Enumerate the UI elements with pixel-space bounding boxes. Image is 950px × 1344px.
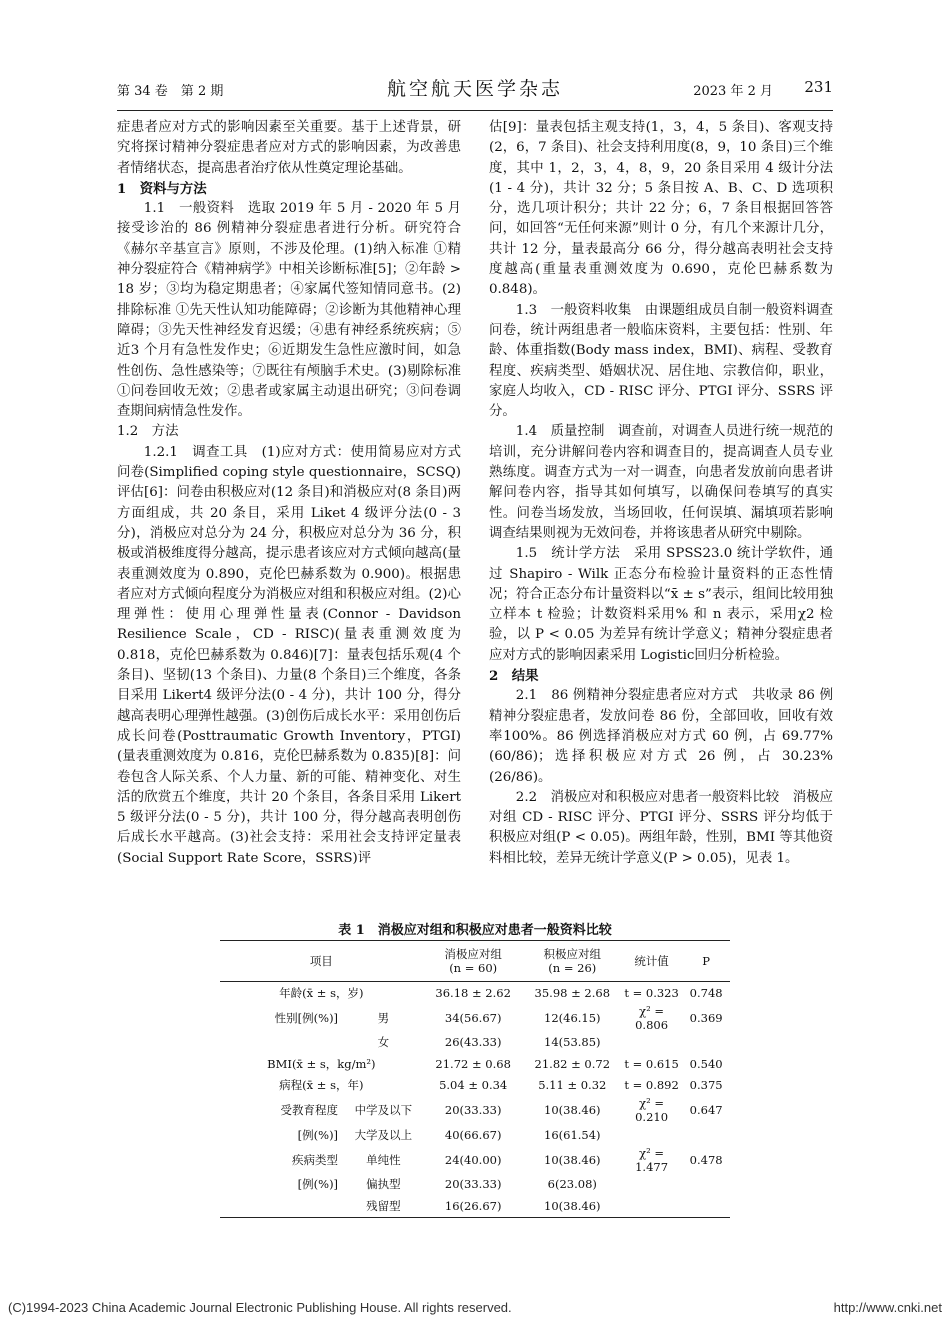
p-value: 0.478 [689,1152,723,1167]
negative-group-value: 34(56.67) [444,1010,502,1025]
row-sublabel: 残留型 [366,1198,401,1213]
positive-group-value: 10(38.46) [544,1152,601,1167]
p-value: 0.647 [689,1103,723,1117]
table-row [220,1096,730,1124]
negative-group-value: 5.04 ± 0.34 [439,1078,508,1093]
p-value: 0.540 [689,1056,723,1071]
negative-group-value: 21.72 ± 0.68 [435,1056,511,1071]
table-row [220,1146,730,1174]
row-label: 疾病类型 [292,1152,339,1167]
negative-group-value: 24(40.00) [444,1152,502,1167]
row-label [220,1032,344,1054]
row-sublabel: 单纯性 [366,1152,401,1167]
page-footer [8,1300,942,1315]
paragraph: 估[9]：量表包括主观支持(1，3，4，5 条目)、客观支持(2，6，7 条目)、社会支持利用度(8，9，10 条目)三个维度，其中 1，2，3，4，8，9，20 条目采用 4 级计分法(1 - 4 分)，共计 32 分；5 条目按 A、B、C、D 选项积分，选几项计积分；共计 22 分；6，7 条目根据回答答问，如回答“无任何来源”则计 0 分，有几个来源计几分，共计 12 分，量表最高分 66 分，得分越高表明社会支持度越高(重量表重测效度为 0.690，克伦巴赫系数为 0.848)。 [489,120,833,298]
data-table [220,940,730,1218]
statistic-value [621,1174,682,1196]
issue-date: 2023 年 2 月 [693,84,773,99]
positive-group-value: 21.82 ± 0.72 [534,1056,611,1071]
table-row [220,1124,730,1146]
table-header-row [220,941,730,982]
table-row [220,1195,730,1217]
row-label: BMI(x̄ ± s，kg/m²) [267,1056,376,1071]
table-row [220,1004,730,1032]
positive-group-value: 6(23.08) [547,1177,597,1192]
header-positive-label: 积极应对组 [543,947,602,961]
row-sublabel: 大学及以上 [354,1127,413,1142]
positive-group-value: 16(61.54) [544,1127,601,1142]
negative-group-value: 20(33.33) [444,1103,502,1117]
row-label: 性别[例(%)] [274,1010,339,1025]
p-value: 0.748 [689,985,723,1000]
positive-group-value: 35.98 ± 2.68 [534,985,611,1000]
statistic-value: χ² = 0.210 [635,1096,669,1124]
statistic-value [621,1032,682,1054]
table-body [220,982,730,1218]
header-positive-n: (n = 26) [548,961,597,975]
row-label: 年龄(x̄ ± s，岁) [279,985,364,1000]
section-heading: 2 结果 [489,668,539,685]
negative-group-value: 36.18 ± 2.62 [435,985,511,1000]
header-negative-n: (n = 60) [449,961,498,975]
negative-group-value: 16(26.67) [444,1198,502,1213]
row-label: 病程(x̄ ± s，年) [279,1078,364,1093]
positive-group-value: 14(53.85) [544,1035,601,1050]
section-heading: 1.2 方法 [117,424,179,440]
row-sublabel: 男 [377,1010,390,1025]
negative-group-value: 20(33.33) [444,1177,502,1192]
paragraph: 1.5 统计学方法 采用 SPSS23.0 统计学软件，通过 Shapiro - Wilk 正态分布检验计量资料的正态性情况；符合正态分布计量资料以“x̄ ± s”表示，组间比较用独立样本 t 检验；计数资料采用% 和 n 表示，采用χ2 检验，以 P < 0.05 为差异有统计学意义；精神分裂症患者应对方式的影响因素采用 Logistic回归分析检验。 [489,546,833,663]
statistic-value: t = 0.892 [624,1078,679,1093]
header-statistic: 统计值 [634,954,669,968]
p-value: 0.369 [689,1010,723,1025]
row-sublabel: 女 [377,1035,390,1050]
positive-group-value: 10(38.46) [544,1198,601,1213]
row-sublabel: 中学及以下 [354,1103,413,1117]
right-column [489,118,833,869]
left-column [117,118,461,869]
statistic-value [621,1124,682,1146]
statistic-value: t = 0.615 [624,1056,679,1071]
positive-group-value: 12(46.15) [544,1010,601,1025]
paragraph: 1.4 质量控制 调查前，对调查人员进行统一规范的培训，充分讲解问卷内容和调查目的，提高调查人员专业熟练度。调查方式为一对一调查，向患者发放前向患者讲解问卷内容，指导其如何填写，以确保问卷填写的真实性。问卷当场发放，当场回收，任何误填、漏填项若影响调查结果则视为无效问卷，并将该患者从研究中剔除。 [489,424,833,541]
header-positive-group [524,941,621,982]
statistic-value [621,1195,682,1217]
table-row [220,1032,730,1054]
section-heading: 1 资料与方法 [117,180,207,197]
paragraph: 症患者应对方式的影响因素至关重要。基于上述背景，研究将探讨精神分裂症患者应对方式的影响因素，为改善患者情绪状态，提高患者治疗依从性奠定理论基础。 [117,120,461,176]
paragraph: 2.2 消极应对和积极应对患者一般资料比较 消极应对组 CD - RISC 评分、PTGI 评分、SSRS 评分均低于积极应对组(P < 0.05)。两组年龄，性别，BMI 等其他资料相比较，差异无统计学意义(P > 0.05)，见表 1。 [489,789,833,866]
paragraph: 1.3 一般资料收集 由课题组成员自制一般资料调查问卷，统计两组患者一般临床资料，主要包括：性别、年龄、体重指数(Body mass index，BMI)、病程、受教育程度、疾病类型、婚姻状况、居住地、宗教信仰，职业，家庭人均收入，CD - RISC 评分、PTGI 评分、SSRS 评分。 [489,302,833,420]
paragraph: 1.1 一般资料 选取 2019 年 5 月 - 2020 年 5 月接受诊治的 86 例精神分裂症患者进行分析。研究符合《赫尔辛基宣言》原则，不涉及伦理。(1)纳入标准 ①精神分裂症符合《精神病学》中相关诊断标准[5]；②年龄 > 18 岁；③均为稳定期患者；④家属代签知情同意书。(2)排除标准 ①先天性认知功能障碍；②诊断为其他精神心理障碍；③先天性神经发育迟缓；④患有神经系统疾病；⑤近3 个月有急性发作史；⑥近期发生急性应激时间，如急性创伤、急性感染等；⑦既往有颅脑手术史。(3)剔除标准 ①问卷回收无效；②患者或家属主动退出研究；③问卷调查期间病情急性发作。 [117,201,461,420]
header-negative-group [423,941,524,982]
paragraph: 1.2.1 调查工具 (1)应对方式：使用简易应对方式问卷(Simplified coping style questionnaire，SCSQ)评估[6]：问卷由积极应对(12 条目)和消极应对(8 条目)两方面组成，共 20 条目，采用 Liket 4 级评分法(0 - 3 分)，消极应对总分为 24 分，积极应对总分为 36 分，积极或消极维度得分越高，提示患者该应对方式倾向越高(量表重测效度为 0.890，克伦巴赫系数为 0.900)。根据患者应对方式倾向程度分为消极应对组和积极应对组。(2)心理弹性：使用心理弹性量表(Connor - Davidson Resilience Scale，CD - RISC)(量表重测效度为 0.818，克伦巴赫系数为 0.846)[7]：量表包括乐观(4 个条目)、坚韧(13 个条目)、力量(8 个条目)三个维度，各条目采用 Likert4 级评分法(0 - 4 分)，共计 100 分，得分越高表明心理弹性越强。(3)创伤后成长水平：采用创伤后成长问卷(Posttraumatic Growth Inventory，PTGI)(量表重测效度为 0.816，克伦巴赫系数为 0.835)[8]：问卷包含人际关系、个人力量、新的可能、精神变化、对生活的欣赏五个维度，共计 20 个条目，各条目采用 Likert 5 级评分法(0 - 5 分)，共计 100 分，得分越高表明创伤后成长水平越高。(3)社会支持：采用社会支持评定量表(Social Support Rate Score，SSRS)评 [117,444,461,866]
statistic-value: t = 0.323 [624,985,679,1000]
header-negative-label: 消极应对组 [444,947,502,961]
statistic-value: χ² = 1.477 [635,1145,669,1174]
table-title: 表 1 消极应对组和积极应对患者一般资料比较 [338,923,612,938]
table-1 [220,919,730,1218]
p-value [682,1174,730,1196]
table-row [220,1174,730,1196]
row-label: [例(%)] [297,1127,339,1142]
header-item: 项目 [309,954,333,968]
copyright-text: (C)1994-2023 China Academic Journal Electronic Publishing House. All rights reserved. [8,1300,512,1315]
table-row [220,982,730,1004]
negative-group-value: 26(43.33) [444,1035,502,1050]
publisher-site: http://www.cnki.net [833,1300,942,1315]
header-p-value: P [702,954,710,968]
statistic-value: χ² = 0.806 [635,1003,669,1032]
positive-group-value: 5.11 ± 0.32 [538,1078,607,1093]
row-label: [例(%)] [297,1177,339,1192]
running-header [117,70,833,111]
p-value [682,1032,730,1054]
row-label [220,1195,344,1217]
page-number: 231 [804,78,833,96]
journal-title: 航空航天医学杂志 [386,78,563,100]
p-value [682,1195,730,1217]
p-value: 0.375 [689,1078,723,1093]
p-value [682,1124,730,1146]
paragraph: 2.1 86 例精神分裂症患者应对方式 共收录 86 例精神分裂症患者，发放问卷 86 份，全部回收，回收有效率100%。86 例选择消极应对方式 60 例，占 69.77%(60/86)；选择积极应对方式 26 例，占 30.23%(26/86)。 [489,688,833,785]
volume-issue: 第 34 卷 第 2 期 [117,84,224,99]
table-row [220,1075,730,1097]
positive-group-value: 10(38.46) [544,1103,601,1117]
row-label: 受教育程度 [280,1103,339,1117]
row-sublabel: 偏执型 [366,1177,401,1192]
table-row [220,1053,730,1075]
negative-group-value: 40(66.67) [444,1127,502,1142]
